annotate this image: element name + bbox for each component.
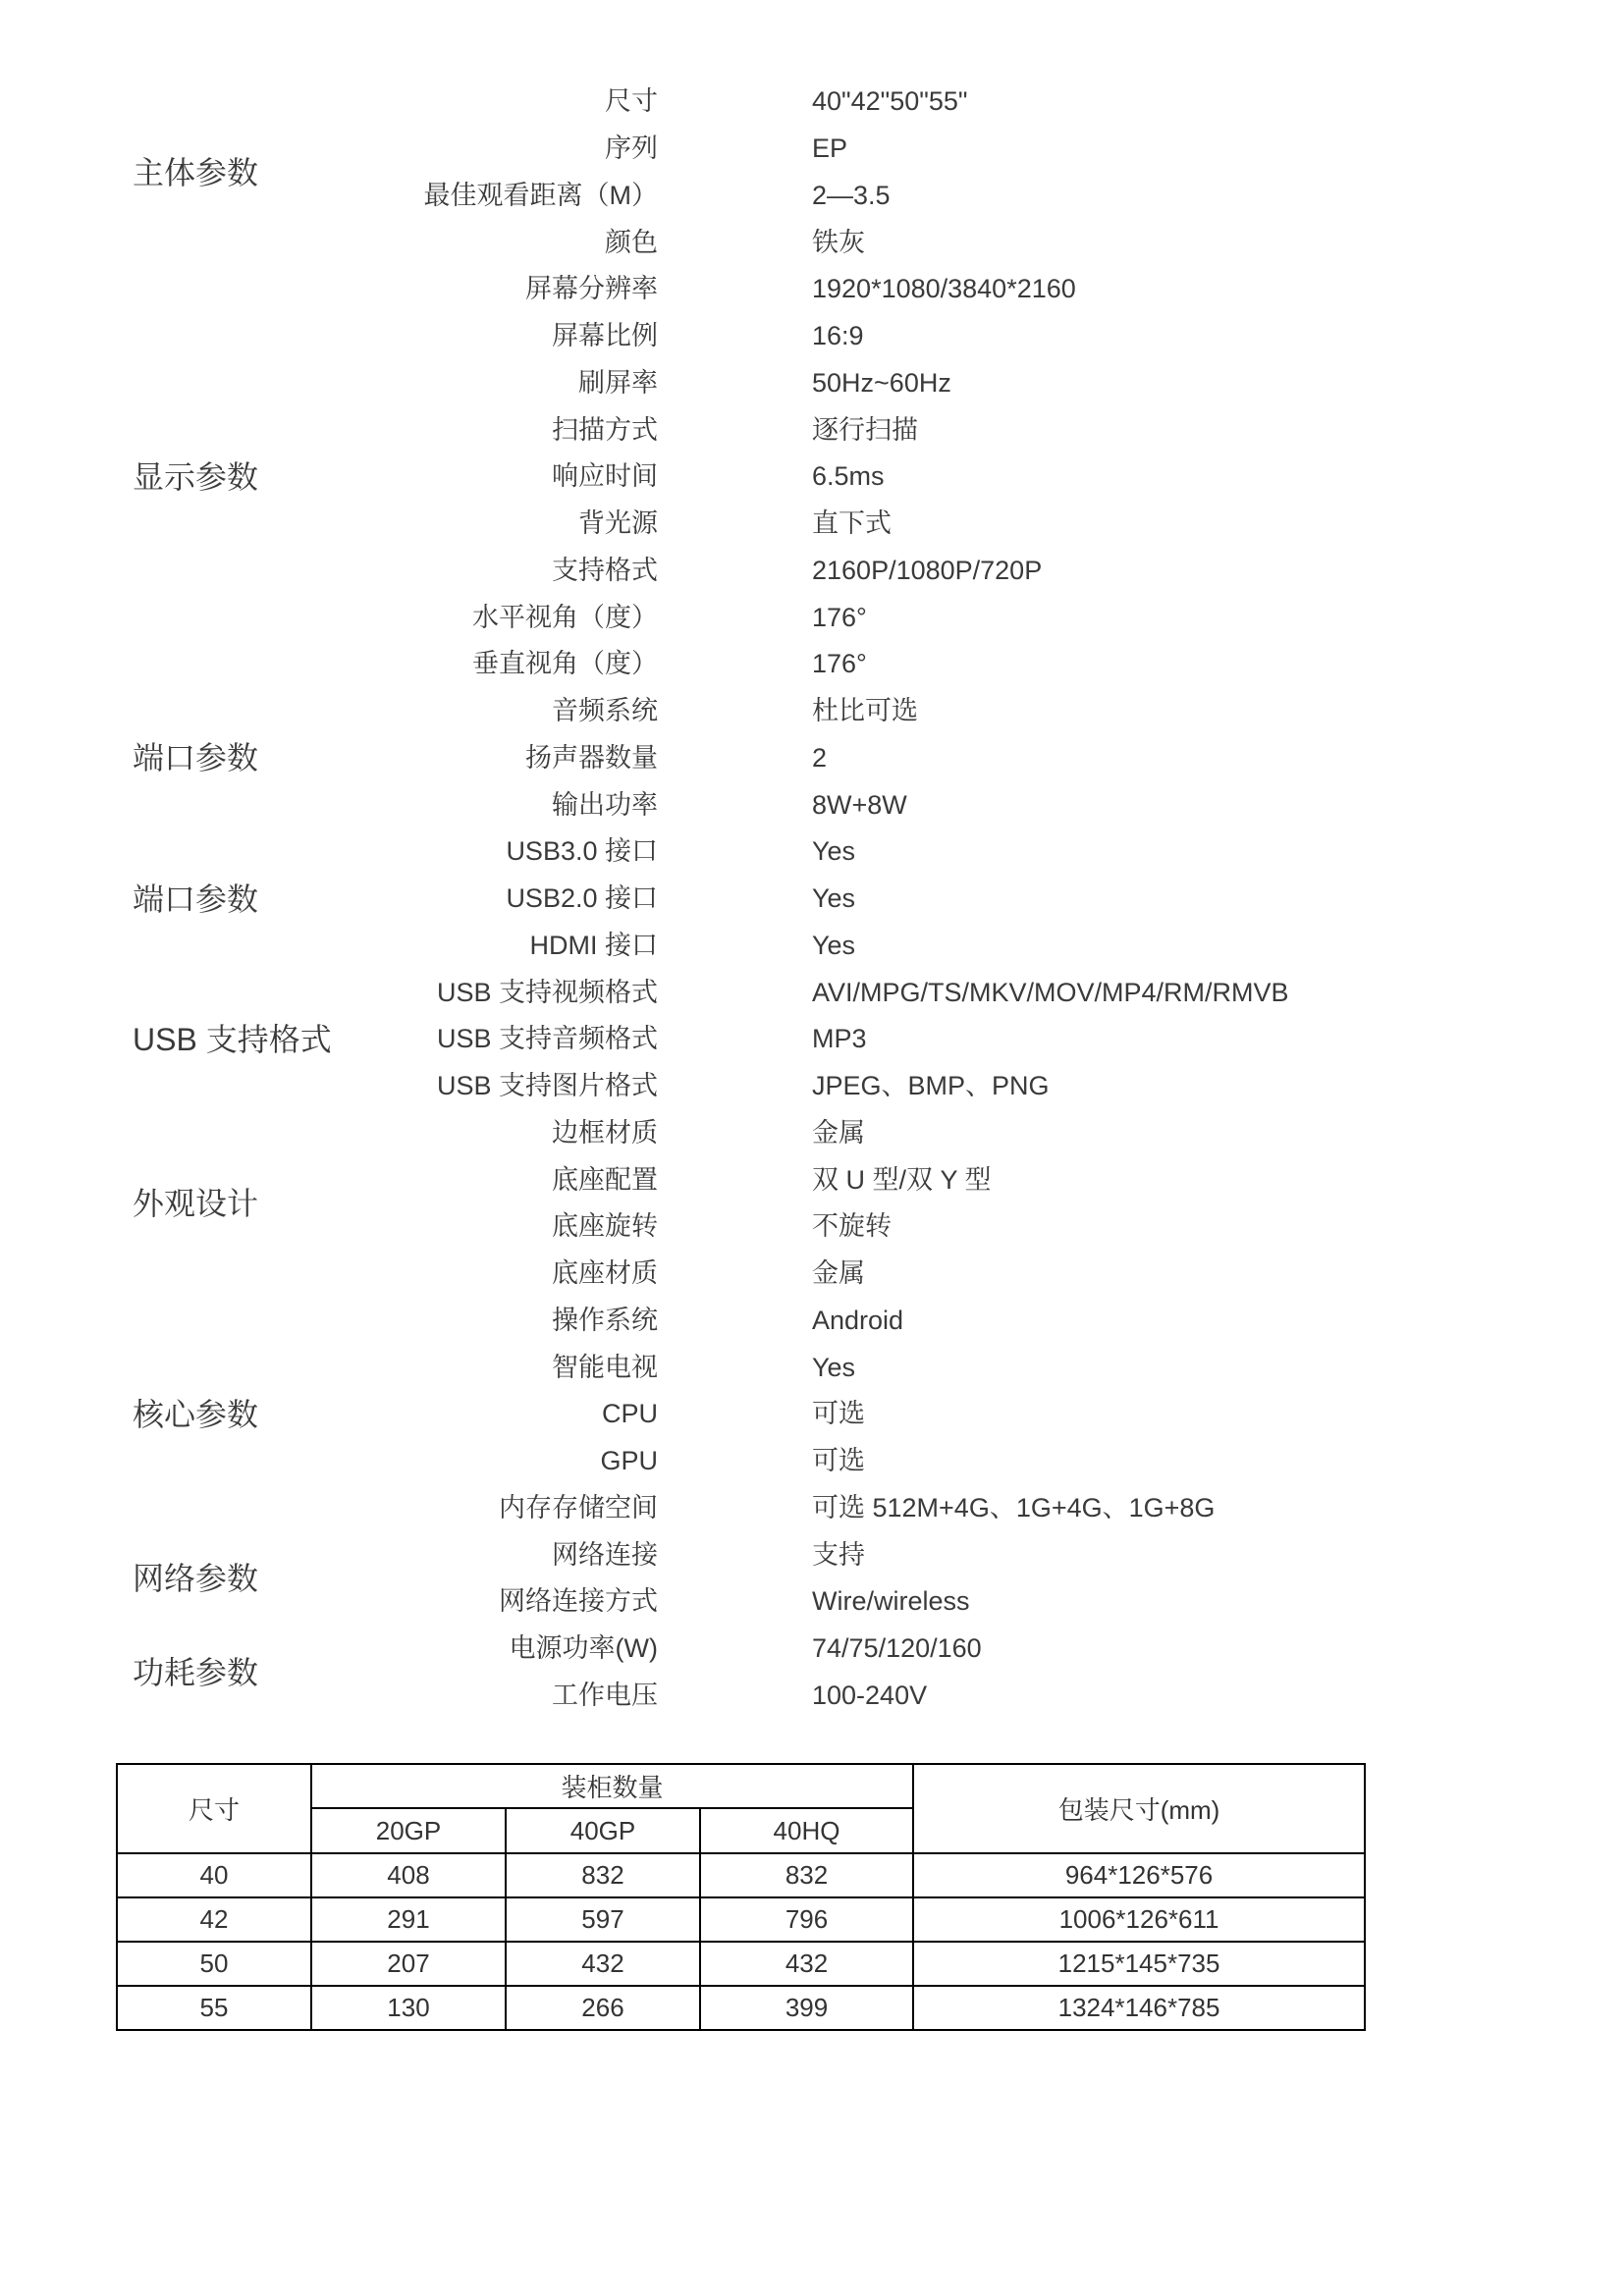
spec-param-value: 金属 [812, 1117, 865, 1148]
spec-param-label: 垂直视角（度） [472, 649, 658, 679]
spec-param-label: USB 支持音频格式 [436, 1024, 658, 1054]
spec-param-value: Wire/wireless [812, 1586, 970, 1617]
spec-param-label: 底座旋转 [552, 1211, 658, 1242]
packing-cell-40gp: 432 [506, 1942, 700, 1986]
packing-cell-40hq: 796 [700, 1897, 913, 1942]
packing-header-package-size: 包装尺寸(mm) [913, 1764, 1365, 1853]
packing-cell-size: 55 [117, 1986, 311, 2030]
spec-group-label: 网络参数 [133, 1561, 259, 1596]
spec-param-value: 可选 [812, 1399, 865, 1429]
spec-param-value: 直下式 [812, 508, 892, 539]
spec-param-label: 电源功率(W) [509, 1633, 658, 1664]
packing-table-row [117, 1853, 1365, 1897]
spec-param-label: 刷屏率 [578, 367, 658, 398]
spec-param-value: 100-240V [812, 1680, 928, 1710]
spec-param-value: 50Hz~60Hz [812, 367, 951, 398]
spec-param-label: 扫描方式 [552, 414, 658, 445]
packing-cell-package-size: 1215*145*735 [913, 1942, 1365, 1986]
spec-param-label: USB 支持视频格式 [436, 977, 658, 1007]
spec-param-value: 可选 [812, 1446, 865, 1476]
spec-param-value: 176° [812, 602, 867, 632]
spec-group-label: 端口参数 [133, 881, 259, 917]
spec-param-label: 内存存储空间 [499, 1492, 658, 1522]
spec-group-label: 外观设计 [133, 1186, 259, 1221]
spec-param-label: 序列 [605, 133, 658, 164]
spec-param-label: 底座配置 [552, 1164, 658, 1195]
spec-group-label: 核心参数 [133, 1396, 259, 1432]
packing-header-20gp: 20GP [311, 1808, 506, 1853]
spec-param-value: Yes [812, 930, 856, 960]
packing-cell-40hq: 432 [700, 1942, 913, 1986]
spec-param-label: 颜色 [605, 227, 658, 257]
packing-cell-20gp: 207 [311, 1942, 506, 1986]
spec-param-value: 176° [812, 649, 867, 679]
spec-param-value: JPEG、BMP、PNG [812, 1071, 1050, 1101]
packing-header-row [117, 1764, 1365, 1808]
spec-param-label: USB 支持图片格式 [436, 1071, 658, 1101]
spec-parameter-list [133, 79, 1401, 1719]
packing-cell-20gp: 408 [311, 1853, 506, 1897]
packing-table-row [117, 1942, 1365, 1986]
packing-cell-40hq: 399 [700, 1986, 913, 2030]
spec-param-label: GPU [600, 1446, 658, 1476]
spec-param-label: 边框材质 [552, 1117, 658, 1148]
spec-param-label: 网络连接 [552, 1539, 658, 1570]
spec-group-label: 功耗参数 [133, 1654, 259, 1690]
spec-param-label: 水平视角（度） [472, 602, 658, 632]
spec-param-value: 8W+8W [812, 789, 907, 820]
packing-header-40gp: 40GP [506, 1808, 700, 1853]
packing-cell-20gp: 291 [311, 1897, 506, 1942]
spec-param-value: 40"42"50"55" [812, 86, 968, 117]
spec-param-label: USB2.0 接口 [506, 883, 658, 914]
packing-header-size: 尺寸 [117, 1764, 311, 1853]
spec-param-value: Yes [812, 1352, 856, 1382]
spec-param-value: 2—3.5 [812, 180, 891, 210]
spec-param-value: 不旋转 [812, 1211, 892, 1242]
packing-table [116, 1763, 1366, 2031]
packing-header-40hq: 40HQ [700, 1808, 913, 1853]
spec-param-label: HDMI 接口 [529, 930, 658, 960]
spec-group-label: 端口参数 [133, 740, 259, 776]
spec-param-label: 背光源 [578, 508, 658, 539]
packing-header-container-qty: 装柜数量 [311, 1764, 913, 1808]
spec-param-value: MP3 [812, 1024, 867, 1054]
spec-param-label: 工作电压 [552, 1680, 658, 1710]
spec-param-value: 金属 [812, 1258, 865, 1289]
spec-group-label: 显示参数 [133, 458, 259, 495]
spec-param-value: 2 [812, 742, 828, 773]
packing-cell-20gp: 130 [311, 1986, 506, 2030]
spec-param-value: Android [812, 1305, 904, 1335]
spec-param-label: 输出功率 [552, 789, 658, 820]
spec-param-value: 74/75/120/160 [812, 1633, 982, 1664]
packing-cell-40gp: 832 [506, 1853, 700, 1897]
spec-param-value: 杜比可选 [812, 696, 918, 726]
packing-cell-40gp: 597 [506, 1897, 700, 1942]
spec-param-label: 支持格式 [552, 555, 658, 585]
spec-param-value: AVI/MPG/TS/MKV/MOV/MP4/RM/RMVB [812, 977, 1289, 1007]
spec-group-label: USB 支持格式 [133, 1021, 332, 1057]
packing-table-body [117, 1853, 1365, 2030]
spec-param-value: 1920*1080/3840*2160 [812, 274, 1076, 304]
packing-table-row [117, 1897, 1365, 1942]
packing-cell-size: 50 [117, 1942, 311, 1986]
spec-param-label: 屏幕分辨率 [525, 274, 658, 304]
packing-table-row [117, 1986, 1365, 2030]
spec-param-value: EP [812, 133, 848, 164]
packing-cell-package-size: 1006*126*611 [913, 1897, 1365, 1942]
spec-param-value: 可选 512M+4G、1G+4G、1G+8G [812, 1492, 1216, 1522]
packing-cell-size: 42 [117, 1897, 311, 1942]
spec-param-label: 响应时间 [552, 461, 658, 492]
packing-cell-package-size: 1324*146*785 [913, 1986, 1365, 2030]
spec-param-label: 底座材质 [552, 1258, 658, 1289]
spec-param-label: 尺寸 [605, 86, 658, 117]
spec-param-label: 最佳观看距离（M） [423, 180, 658, 210]
spec-param-label: 屏幕比例 [552, 321, 658, 351]
spec-param-label: 扬声器数量 [525, 742, 658, 773]
spec-group-label: 主体参数 [133, 154, 259, 190]
spec-param-value: 16:9 [812, 321, 864, 351]
spec-param-value: Yes [812, 836, 856, 867]
packing-cell-40hq: 832 [700, 1853, 913, 1897]
spec-param-label: 智能电视 [552, 1352, 658, 1382]
spec-param-label: 操作系统 [552, 1305, 658, 1335]
spec-param-value: 双 U 型/双 Y 型 [812, 1164, 992, 1195]
spec-param-label: CPU [601, 1399, 658, 1429]
spec-param-label: 音频系统 [552, 696, 658, 726]
spec-param-value: 逐行扫描 [812, 414, 918, 445]
packing-cell-40gp: 266 [506, 1986, 700, 2030]
packing-cell-package-size: 964*126*576 [913, 1853, 1365, 1897]
spec-param-value: 6.5ms [812, 461, 885, 492]
spec-param-label: 网络连接方式 [499, 1586, 658, 1617]
packing-cell-size: 40 [117, 1853, 311, 1897]
spec-param-value: 支持 [812, 1539, 865, 1570]
spec-param-label: USB3.0 接口 [506, 836, 658, 867]
spec-param-value: 2160P/1080P/720P [812, 555, 1043, 585]
spec-param-value: Yes [812, 883, 856, 914]
spec-param-value: 铁灰 [812, 227, 865, 257]
